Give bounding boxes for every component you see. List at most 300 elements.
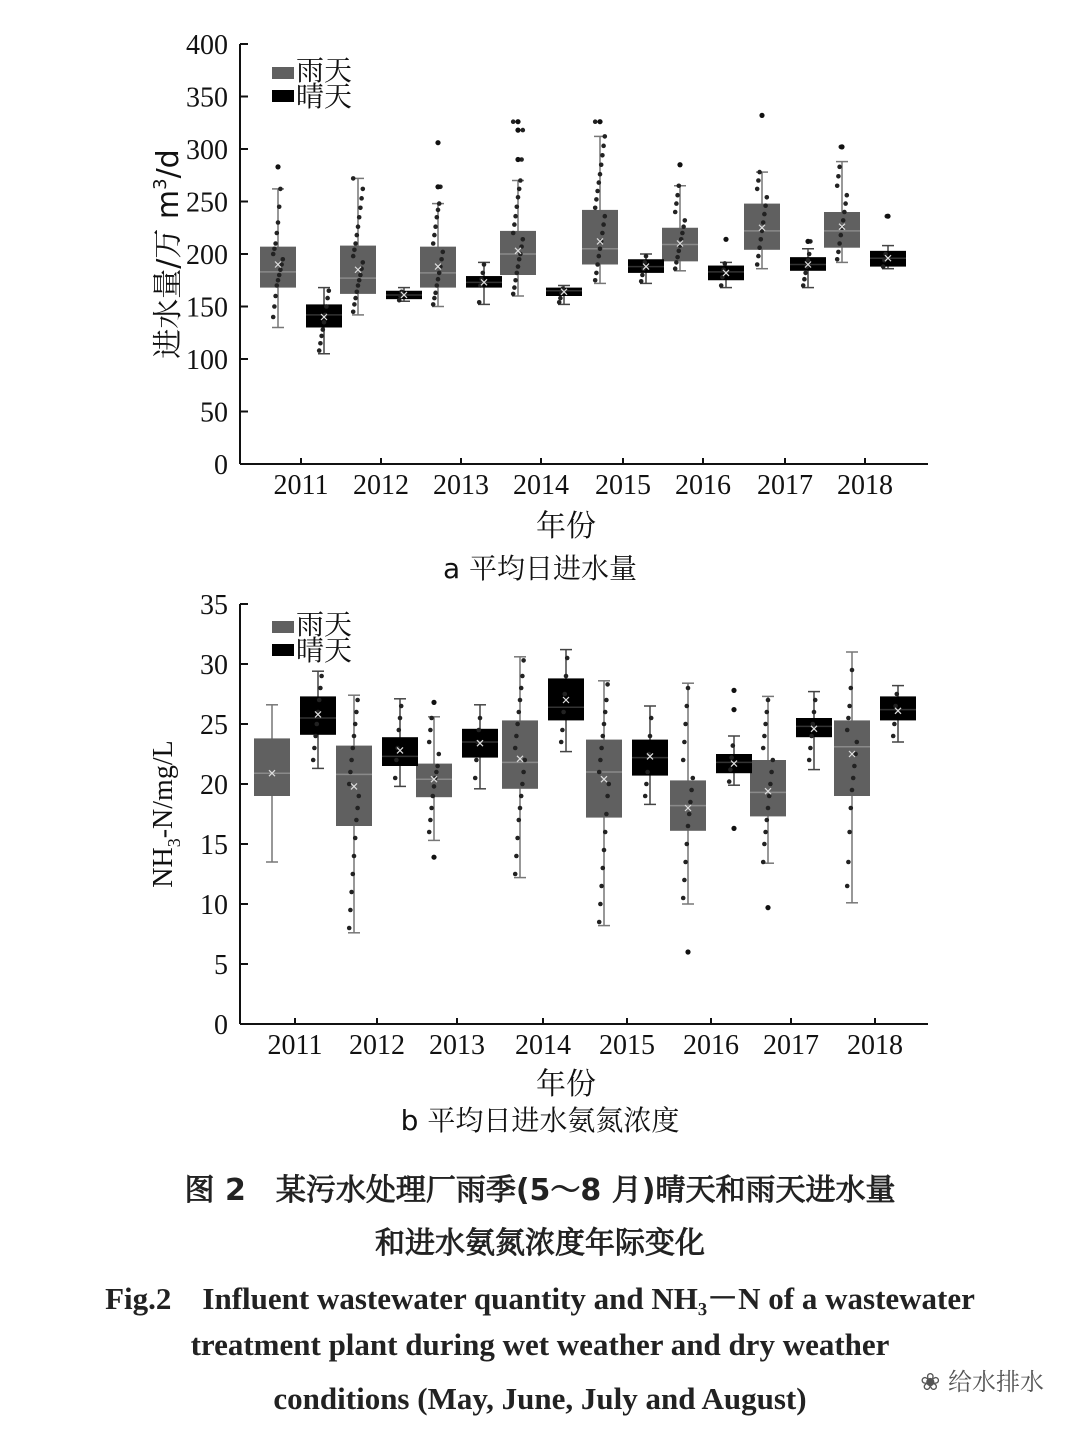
data-point <box>855 740 860 745</box>
data-point <box>359 196 364 201</box>
data-point <box>318 686 323 691</box>
x-tick-label: 2014 <box>513 470 569 501</box>
y-tick-label: 0 <box>214 450 228 481</box>
data-point <box>517 187 522 192</box>
data-point <box>275 283 280 288</box>
data-point <box>597 254 602 259</box>
data-point <box>691 776 696 781</box>
data-point <box>757 170 762 175</box>
data-point <box>677 183 682 188</box>
data-point <box>849 806 854 811</box>
data-point <box>521 658 526 663</box>
data-point <box>560 728 565 733</box>
x-tick-label: 2011 <box>267 1030 323 1061</box>
data-point <box>649 716 654 721</box>
legend-swatch-rainy <box>272 621 294 633</box>
y-tick-label: 35 <box>200 590 228 621</box>
data-point <box>355 806 360 811</box>
data-point <box>353 296 358 301</box>
data-point <box>680 231 685 236</box>
data-point <box>682 878 687 883</box>
outlier-point <box>685 949 690 954</box>
data-point <box>439 257 444 262</box>
data-point <box>845 193 850 198</box>
data-point <box>271 315 276 320</box>
panel-b-chart <box>148 590 928 1137</box>
data-point <box>841 218 846 223</box>
outlier-point <box>515 128 520 133</box>
outlier-point <box>885 214 890 219</box>
data-point <box>607 782 612 787</box>
data-point <box>319 674 324 679</box>
legend-swatch-sunny <box>272 644 294 656</box>
data-point <box>521 237 526 242</box>
panel-a-chart <box>150 30 928 585</box>
data-point <box>643 794 648 799</box>
outlier-point <box>839 144 844 149</box>
data-point <box>813 698 818 703</box>
data-point <box>512 285 517 290</box>
data-point <box>518 806 523 811</box>
data-point <box>603 830 608 835</box>
data-point <box>519 686 524 691</box>
data-point <box>513 214 518 219</box>
data-point <box>598 758 603 763</box>
data-point <box>682 740 687 745</box>
data-point <box>356 283 361 288</box>
figure-caption-en-line2: treatment plant during wet weather and dry weather <box>190 1327 890 1362</box>
data-point <box>594 271 599 276</box>
data-point <box>561 710 566 715</box>
data-point <box>398 716 403 721</box>
data-point <box>604 812 609 817</box>
data-point <box>564 674 569 679</box>
data-point <box>846 860 851 865</box>
data-point <box>765 195 770 200</box>
data-point <box>354 818 359 823</box>
data-point <box>757 245 762 250</box>
data-point <box>354 710 359 715</box>
y-tick-label: 400 <box>186 30 228 61</box>
data-point <box>598 172 603 177</box>
data-point <box>512 222 517 227</box>
data-point <box>518 178 523 183</box>
data-point <box>685 842 690 847</box>
data-point <box>473 776 478 781</box>
outlier-point <box>435 140 440 145</box>
data-point <box>435 215 440 220</box>
data-point <box>842 210 847 215</box>
data-point <box>517 257 522 262</box>
data-point <box>437 752 442 757</box>
data-point <box>325 296 330 301</box>
data-point <box>594 197 599 202</box>
outlier-point <box>515 157 520 162</box>
data-point <box>519 794 524 799</box>
x-tick-label: 2017 <box>763 1030 819 1061</box>
data-point <box>441 250 446 255</box>
data-point <box>603 134 608 139</box>
data-point <box>683 722 688 727</box>
data-point <box>322 320 327 325</box>
data-point <box>761 220 766 225</box>
data-point <box>677 249 682 254</box>
data-point <box>595 189 600 194</box>
data-point <box>835 257 840 262</box>
data-point <box>515 722 520 727</box>
data-point <box>511 231 516 236</box>
data-point <box>729 755 734 760</box>
data-point <box>639 279 644 284</box>
x-tick-label: 2014 <box>515 1030 571 1061</box>
data-point <box>358 206 363 211</box>
y-tick-label: 50 <box>200 397 228 429</box>
outlier-point <box>597 119 602 124</box>
figure-caption-cn-line1: 图 2 某污水处理厂雨季(5～8 月)晴天和雨天进水量 <box>184 1173 896 1208</box>
figure-caption-en-line1: Fig.2 Influent wastewater quantity and NH₃－N of a wastewater <box>105 1281 975 1316</box>
data-point <box>511 119 516 124</box>
data-point <box>520 674 525 679</box>
data-point <box>355 290 360 295</box>
data-point <box>603 710 608 715</box>
data-point <box>852 764 857 769</box>
box-body <box>416 764 452 798</box>
outlier-point <box>765 905 770 910</box>
data-point <box>432 784 437 789</box>
data-point <box>803 271 808 276</box>
data-point <box>892 722 897 727</box>
data-point <box>273 241 278 246</box>
data-point <box>349 758 354 763</box>
data-point <box>763 203 768 208</box>
data-point <box>319 334 324 339</box>
data-point <box>812 710 817 715</box>
data-point <box>835 183 840 188</box>
data-point <box>686 824 691 829</box>
data-point <box>683 860 688 865</box>
data-point <box>595 262 600 267</box>
data-point <box>478 716 483 721</box>
data-point <box>605 794 610 799</box>
data-point <box>836 174 841 179</box>
panel-a-xlabel: 年份 <box>536 509 596 544</box>
watermark-label: 给水排水 <box>948 1368 1044 1396</box>
data-point <box>686 686 691 691</box>
data-point <box>437 201 442 206</box>
y-tick-label: 10 <box>200 890 228 921</box>
x-tick-label: 2012 <box>349 1030 405 1061</box>
box-body <box>254 738 290 796</box>
data-point <box>837 165 842 170</box>
data-point <box>311 758 316 763</box>
data-point <box>759 237 764 242</box>
data-point <box>836 250 841 255</box>
y-tick-label: 30 <box>200 650 228 681</box>
data-point <box>437 271 442 276</box>
data-point <box>357 794 362 799</box>
data-point <box>600 153 605 158</box>
x-tick-label: 2018 <box>847 1030 903 1061</box>
data-point <box>600 231 605 236</box>
data-point <box>802 277 807 282</box>
data-point <box>807 252 812 257</box>
data-point <box>511 292 516 297</box>
x-tick-label: 2018 <box>837 470 893 501</box>
data-point <box>674 260 679 265</box>
y-tick-label: 300 <box>186 135 228 166</box>
data-point <box>358 273 363 278</box>
data-point <box>763 722 768 727</box>
data-point <box>433 291 438 296</box>
legend-label-rainy: 雨天 <box>296 608 353 641</box>
data-point <box>348 770 353 775</box>
data-point <box>317 348 322 353</box>
data-point <box>515 204 520 209</box>
data-point <box>353 241 358 246</box>
data-point <box>603 214 608 219</box>
y-tick-label: 350 <box>186 82 228 114</box>
outlier-point <box>435 184 440 189</box>
data-point <box>482 262 487 267</box>
box-body <box>382 737 418 766</box>
data-point <box>347 926 352 931</box>
data-point <box>516 264 521 269</box>
data-point <box>348 908 353 913</box>
data-point <box>845 728 850 733</box>
data-point <box>434 770 439 775</box>
watermark <box>920 1362 1044 1397</box>
data-point <box>565 656 570 661</box>
data-point <box>433 224 438 229</box>
data-point <box>431 241 436 246</box>
data-point <box>318 341 323 346</box>
data-point <box>432 296 437 301</box>
data-point <box>394 758 399 763</box>
data-point <box>272 246 277 251</box>
data-point <box>353 722 358 727</box>
data-point <box>723 261 728 266</box>
data-point <box>514 854 519 859</box>
panel-a-ylabel: 进水量/万 $m^3/d$ <box>150 149 186 359</box>
data-point <box>756 178 761 183</box>
legend-swatch-rainy <box>272 67 294 79</box>
data-point <box>648 734 653 739</box>
wechat-icon: ❀ <box>920 1368 941 1396</box>
data-point <box>605 682 610 687</box>
outlier-point <box>731 707 736 712</box>
data-point <box>683 218 688 223</box>
data-point <box>321 327 326 332</box>
data-point <box>428 728 433 733</box>
data-point <box>763 830 768 835</box>
data-point <box>755 262 760 267</box>
data-point <box>756 254 761 259</box>
data-point <box>427 740 432 745</box>
data-point <box>516 195 521 200</box>
data-point <box>349 890 354 895</box>
x-tick-label: 2012 <box>353 470 409 501</box>
data-point <box>847 704 852 709</box>
data-point <box>769 770 774 775</box>
outlier-point <box>515 119 520 124</box>
data-point <box>755 187 760 192</box>
data-point <box>397 728 402 733</box>
data-point <box>839 233 844 238</box>
data-point <box>429 806 434 811</box>
data-point <box>355 698 360 703</box>
data-point <box>846 716 851 721</box>
data-point <box>719 283 724 288</box>
data-point <box>765 710 770 715</box>
data-point <box>281 257 286 262</box>
data-point <box>762 734 767 739</box>
data-point <box>851 776 856 781</box>
data-point <box>356 224 361 229</box>
data-point <box>431 302 436 307</box>
data-point <box>675 255 680 260</box>
data-point <box>681 758 686 763</box>
data-point <box>850 668 855 673</box>
data-point <box>765 818 770 823</box>
outlier-point <box>723 237 728 242</box>
data-point <box>762 212 767 217</box>
data-point <box>599 746 604 751</box>
data-point <box>317 698 322 703</box>
data-point <box>518 698 523 703</box>
data-point <box>481 271 486 276</box>
data-point <box>685 704 690 709</box>
data-point <box>766 806 771 811</box>
data-point <box>559 740 564 745</box>
data-point <box>324 304 329 309</box>
data-point <box>355 233 360 238</box>
y-tick-label: 200 <box>186 240 228 271</box>
data-point <box>597 920 602 925</box>
data-point <box>515 271 520 276</box>
panel-b-caption: b 平均日进水氨氮浓度 <box>400 1104 680 1137</box>
data-point <box>521 128 526 133</box>
data-point <box>601 734 606 739</box>
x-tick-label: 2017 <box>757 470 813 501</box>
x-tick-label: 2016 <box>675 470 731 501</box>
data-point <box>599 162 604 167</box>
outlier-point <box>275 164 280 169</box>
outlier-point <box>677 162 682 167</box>
data-point <box>517 710 522 715</box>
y-tick-label: 150 <box>186 292 228 324</box>
data-point <box>315 722 320 727</box>
data-point <box>278 187 283 192</box>
figure-caption-cn-line2: 和进水氨氮浓度年际变化 <box>375 1226 705 1261</box>
data-point <box>427 830 432 835</box>
data-point <box>593 206 598 211</box>
data-point <box>640 273 645 278</box>
data-point <box>275 231 280 236</box>
y-tick-label: 0 <box>214 1010 228 1041</box>
data-point <box>517 818 522 823</box>
x-tick-label: 2016 <box>683 1030 739 1061</box>
data-point <box>357 278 362 283</box>
data-point <box>429 716 434 721</box>
data-point <box>837 241 842 246</box>
data-point <box>313 734 318 739</box>
data-point <box>436 208 441 213</box>
data-point <box>602 848 607 853</box>
y-tick-label: 25 <box>200 710 228 741</box>
data-point <box>674 201 679 206</box>
y-tick-label: 20 <box>200 770 228 801</box>
data-point <box>761 860 766 865</box>
data-point <box>361 187 366 192</box>
data-point <box>276 278 281 283</box>
data-point <box>771 758 776 763</box>
data-point <box>397 298 402 303</box>
data-point <box>597 770 602 775</box>
data-point <box>557 300 562 305</box>
figure-caption-en-line3: conditions (May, June, July and August) <box>273 1381 807 1416</box>
data-point <box>602 722 607 727</box>
data-point <box>271 252 276 257</box>
data-point <box>273 294 278 299</box>
data-point <box>601 144 606 149</box>
data-point <box>881 264 886 269</box>
data-point <box>435 283 440 288</box>
panel-a-caption: a 平均日进水量 <box>442 552 638 585</box>
outlier-point <box>431 855 436 860</box>
y-tick-label: 5 <box>214 950 228 981</box>
data-point <box>351 746 356 751</box>
data-point <box>521 770 526 775</box>
data-point <box>689 788 694 793</box>
data-point <box>644 782 649 787</box>
data-point <box>351 254 356 259</box>
data-point <box>351 176 356 181</box>
data-point <box>353 836 358 841</box>
data-point <box>845 884 850 889</box>
data-point <box>435 764 440 769</box>
data-point <box>431 794 436 799</box>
data-point <box>766 698 771 703</box>
x-tick-label: 2011 <box>273 470 329 501</box>
data-point <box>601 222 606 227</box>
legend-swatch-sunny <box>272 90 294 102</box>
data-point <box>604 698 609 703</box>
data-point <box>436 277 441 282</box>
data-point <box>513 278 518 283</box>
data-point <box>361 260 366 265</box>
data-point <box>891 734 896 739</box>
data-point <box>351 309 356 314</box>
data-point <box>727 779 732 784</box>
data-point <box>432 233 437 238</box>
data-point <box>849 686 854 691</box>
data-point <box>563 692 568 697</box>
data-point <box>514 734 519 739</box>
data-point <box>520 782 525 787</box>
data-point <box>768 782 773 787</box>
data-point <box>393 776 398 781</box>
y-tick-label: 250 <box>186 187 228 219</box>
data-point <box>673 210 678 215</box>
box-body <box>880 696 916 720</box>
data-point <box>276 220 281 225</box>
outlier-point <box>731 826 736 831</box>
x-tick-label: 2013 <box>433 470 489 501</box>
legend-label-rainy: 雨天 <box>296 54 353 87</box>
y-tick-label: 15 <box>200 830 228 861</box>
data-point <box>515 836 520 841</box>
data-point <box>272 304 277 309</box>
